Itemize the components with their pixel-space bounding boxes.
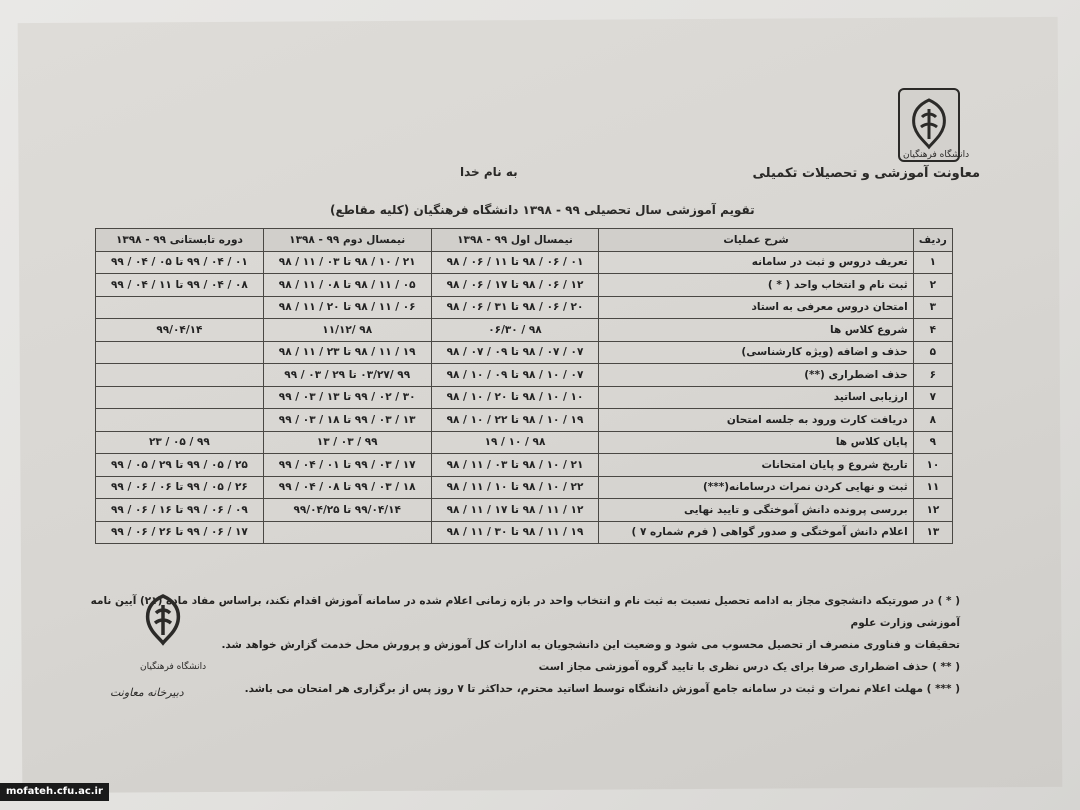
summer-term-cell [96, 409, 264, 432]
first-term-cell: ۱۲ / ۱۱ / ۹۸ تا ۱۷ / ۱۱ / ۹۸ [431, 499, 599, 522]
first-term-cell: ۱۹ / ۱۰ / ۹۸ تا ۲۲ / ۱۰ / ۹۸ [431, 409, 599, 432]
second-term-cell: ۹۸ /۱۱/۱۲ [263, 319, 431, 342]
university-emblem-icon [904, 95, 954, 155]
column-header-summer-term: دوره تابستانی ۹۹ - ۱۳۹۸ [96, 229, 264, 252]
basmala: به نام خدا [460, 165, 518, 179]
description-cell: دریافت کارت ورود به جلسه امتحان [599, 409, 913, 432]
first-term-cell: ۱۹ / ۱۱ / ۹۸ تا ۳۰ / ۱۱ / ۹۸ [431, 521, 599, 544]
second-term-cell: ۲۱ / ۱۰ / ۹۸ تا ۰۳ / ۱۱ / ۹۸ [263, 251, 431, 274]
second-term-cell: ۳۰ / ۰۲ / ۹۹ تا ۱۳ / ۰۳ / ۹۹ [263, 386, 431, 409]
first-term-cell: ۲۲ / ۱۰ / ۹۸ تا ۱۰ / ۱۱ / ۹۸ [431, 476, 599, 499]
summer-term-cell [96, 364, 264, 387]
site-watermark: mofateh.cfu.ac.ir [0, 783, 109, 801]
row-number-cell: ۲ [913, 274, 952, 297]
document-title: تقویم آموزشی سال تحصیلی ۹۹ - ۱۳۹۸ دانشگاه فرهنگیان (کلیه مقاطع) [330, 203, 755, 217]
summer-term-cell: ۹۹ / ۰۵ / ۲۳ [96, 431, 264, 454]
description-cell: شروع کلاس ها [599, 319, 913, 342]
column-header-first-term: نیمسال اول ۹۹ - ۱۳۹۸ [431, 229, 599, 252]
second-term-cell: ۰۵ / ۱۱ / ۹۸ تا ۰۸ / ۱۱ / ۹۸ [263, 274, 431, 297]
table-row [96, 521, 953, 544]
column-header-row-number: ردیف [913, 229, 952, 252]
description-cell: پایان کلاس ها [599, 431, 913, 454]
second-term-cell [263, 521, 431, 544]
description-cell: ثبت نام و انتخاب واحد ( * ) [599, 274, 913, 297]
first-term-cell: ۱۲ / ۰۶ / ۹۸ تا ۱۷ / ۰۶ / ۹۸ [431, 274, 599, 297]
row-number-cell: ۱۱ [913, 476, 952, 499]
first-term-cell: ۹۸ / ۱۰ / ۱۹ [431, 431, 599, 454]
row-number-cell: ۵ [913, 341, 952, 364]
summer-term-cell [96, 341, 264, 364]
first-term-cell: ۹۸ / ۰۶/۳۰ [431, 319, 599, 342]
row-number-cell: ۱۳ [913, 521, 952, 544]
second-term-cell: ۱۷ / ۰۳ / ۹۹ تا ۰۱ / ۰۴ / ۹۹ [263, 454, 431, 477]
second-term-cell: ۱۸ / ۰۳ / ۹۹ تا ۰۸ / ۰۴ / ۹۹ [263, 476, 431, 499]
row-number-cell: ۹ [913, 431, 952, 454]
table-row [96, 341, 953, 364]
signature: دبیرخانه معاونت [110, 686, 184, 699]
description-cell: امتحان دروس معرفی به استاد [599, 296, 913, 319]
second-term-cell: ۱۹ / ۱۱ / ۹۸ تا ۲۳ / ۱۱ / ۹۸ [263, 341, 431, 364]
second-term-cell: ۱۳ / ۰۳ / ۹۹ تا ۱۸ / ۰۳ / ۹۹ [263, 409, 431, 432]
table-row [96, 476, 953, 499]
second-term-cell: ۰۶ / ۱۱ / ۹۸ تا ۲۰ / ۱۱ / ۹۸ [263, 296, 431, 319]
description-cell: ثبت و نهایی کردن نمرات درسامانه(***) [599, 476, 913, 499]
footnote-2: ( ** ) حذف اضطراری صرفا برای یک درس نظری با تایید گروه آموزشی مجاز است [538, 661, 960, 673]
description-cell: حذف اضطراری (**) [599, 364, 913, 387]
first-term-cell: ۲۰ / ۰۶ / ۹۸ تا ۳۱ / ۰۶ / ۹۸ [431, 296, 599, 319]
table-row [96, 431, 953, 454]
description-cell: ارزیابی اساتید [599, 386, 913, 409]
department-name: معاونت آموزشی و تحصیلات تکمیلی [752, 166, 980, 181]
description-cell: بررسی پرونده دانش آموختگی و تایید نهایی [599, 499, 913, 522]
table-row [96, 296, 953, 319]
summer-term-cell: ۱۷ / ۰۶ / ۹۹ تا ۲۶ / ۰۶ / ۹۹ [96, 521, 264, 544]
row-number-cell: ۶ [913, 364, 952, 387]
university-emblem-icon [138, 591, 188, 651]
table-row [96, 364, 953, 387]
table-row [96, 386, 953, 409]
logo-caption-top: دانشگاه فرهنگیان [903, 150, 970, 160]
description-cell: حذف و اضافه (ویژه کارشناسی) [599, 341, 913, 364]
row-number-cell: ۸ [913, 409, 952, 432]
table-row [96, 319, 953, 342]
first-term-cell: ۲۱ / ۱۰ / ۹۸ تا ۰۳ / ۱۱ / ۹۸ [431, 454, 599, 477]
summer-term-cell: ۰۱ / ۰۴ / ۹۹ تا ۰۵ / ۰۴ / ۹۹ [96, 251, 264, 274]
footnotes [76, 590, 960, 700]
table-row [96, 454, 953, 477]
description-cell: اعلام دانش آموختگی و صدور گواهی ( فرم شماره ۷ ) [599, 521, 913, 544]
description-cell: تعریف دروس و ثبت در سامانه [599, 251, 913, 274]
row-number-cell: ۱۰ [913, 454, 952, 477]
table-header-row [96, 229, 953, 252]
description-cell: تاریخ شروع و پایان امتحانات [599, 454, 913, 477]
second-term-cell: ۹۹/۰۴/۱۴ تا ۹۹/۰۴/۲۵ [263, 499, 431, 522]
summer-term-cell [96, 296, 264, 319]
row-number-cell: ۱ [913, 251, 952, 274]
second-term-cell: ۹۹ /۰۳/۲۷ تا ۲۹ / ۰۳ / ۹۹ [263, 364, 431, 387]
summer-term-cell: ۰۹ / ۰۶ / ۹۹ تا ۱۶ / ۰۶ / ۹۹ [96, 499, 264, 522]
summer-term-cell: ۲۵ / ۰۵ / ۹۹ تا ۲۹ / ۰۵ / ۹۹ [96, 454, 264, 477]
summer-term-cell: ۲۶ / ۰۵ / ۹۹ تا ۰۶ / ۰۶ / ۹۹ [96, 476, 264, 499]
first-term-cell: ۰۷ / ۱۰ / ۹۸ تا ۰۹ / ۱۰ / ۹۸ [431, 364, 599, 387]
row-number-cell: ۱۲ [913, 499, 952, 522]
first-term-cell: ۱۰ / ۱۰ / ۹۸ تا ۲۰ / ۱۰ / ۹۸ [431, 386, 599, 409]
column-header-description: شرح عملیات [599, 229, 913, 252]
first-term-cell: ۰۷ / ۰۷ / ۹۸ تا ۰۹ / ۰۷ / ۹۸ [431, 341, 599, 364]
table-row [96, 274, 953, 297]
footnote-1-continued: تحقیقات و فناوری منصرف از تحصیل محسوب می شود و وضعیت این دانشجویان به ادارات کل آموزش و پرورش محل خدمت گزارش خواهد شد. [221, 639, 960, 651]
second-term-cell: ۹۹ / ۰۳ / ۱۳ [263, 431, 431, 454]
table-row [96, 251, 953, 274]
summer-term-cell: ۰۸ / ۰۴ / ۹۹ تا ۱۱ / ۰۴ / ۹۹ [96, 274, 264, 297]
first-term-cell: ۰۱ / ۰۶ / ۹۸ تا ۱۱ / ۰۶ / ۹۸ [431, 251, 599, 274]
university-stamp [134, 586, 192, 656]
column-header-second-term: نیمسال دوم ۹۹ - ۱۳۹۸ [263, 229, 431, 252]
logo-caption-bottom: دانشگاه فرهنگیان [140, 662, 207, 672]
table-row [96, 409, 953, 432]
footnote-1: ( * ) در صورتیکه دانشجوی مجاز به ادامه تحصیل نسبت به ثبت نام و انتخاب واحد در بازه زمانی اعلام شده در سامانه آموزش اقدام نکند، براساس مفاد ماده (۲۱) آیین نامه آموزشی وزارت علوم [90, 595, 960, 629]
footnote-3: ( *** ) مهلت اعلام نمرات و ثبت در سامانه جامع آموزش دانشگاه توسط اساتید محترم، حداکثر تا ۷ روز پس از برگزاری هر امتحان می باشد. [244, 683, 960, 695]
row-number-cell: ۳ [913, 296, 952, 319]
table-row [96, 499, 953, 522]
academic-calendar-table [95, 228, 953, 544]
row-number-cell: ۷ [913, 386, 952, 409]
summer-term-cell [96, 386, 264, 409]
table-body [96, 251, 953, 544]
row-number-cell: ۴ [913, 319, 952, 342]
summer-term-cell: ۹۹/۰۴/۱۴ [96, 319, 264, 342]
